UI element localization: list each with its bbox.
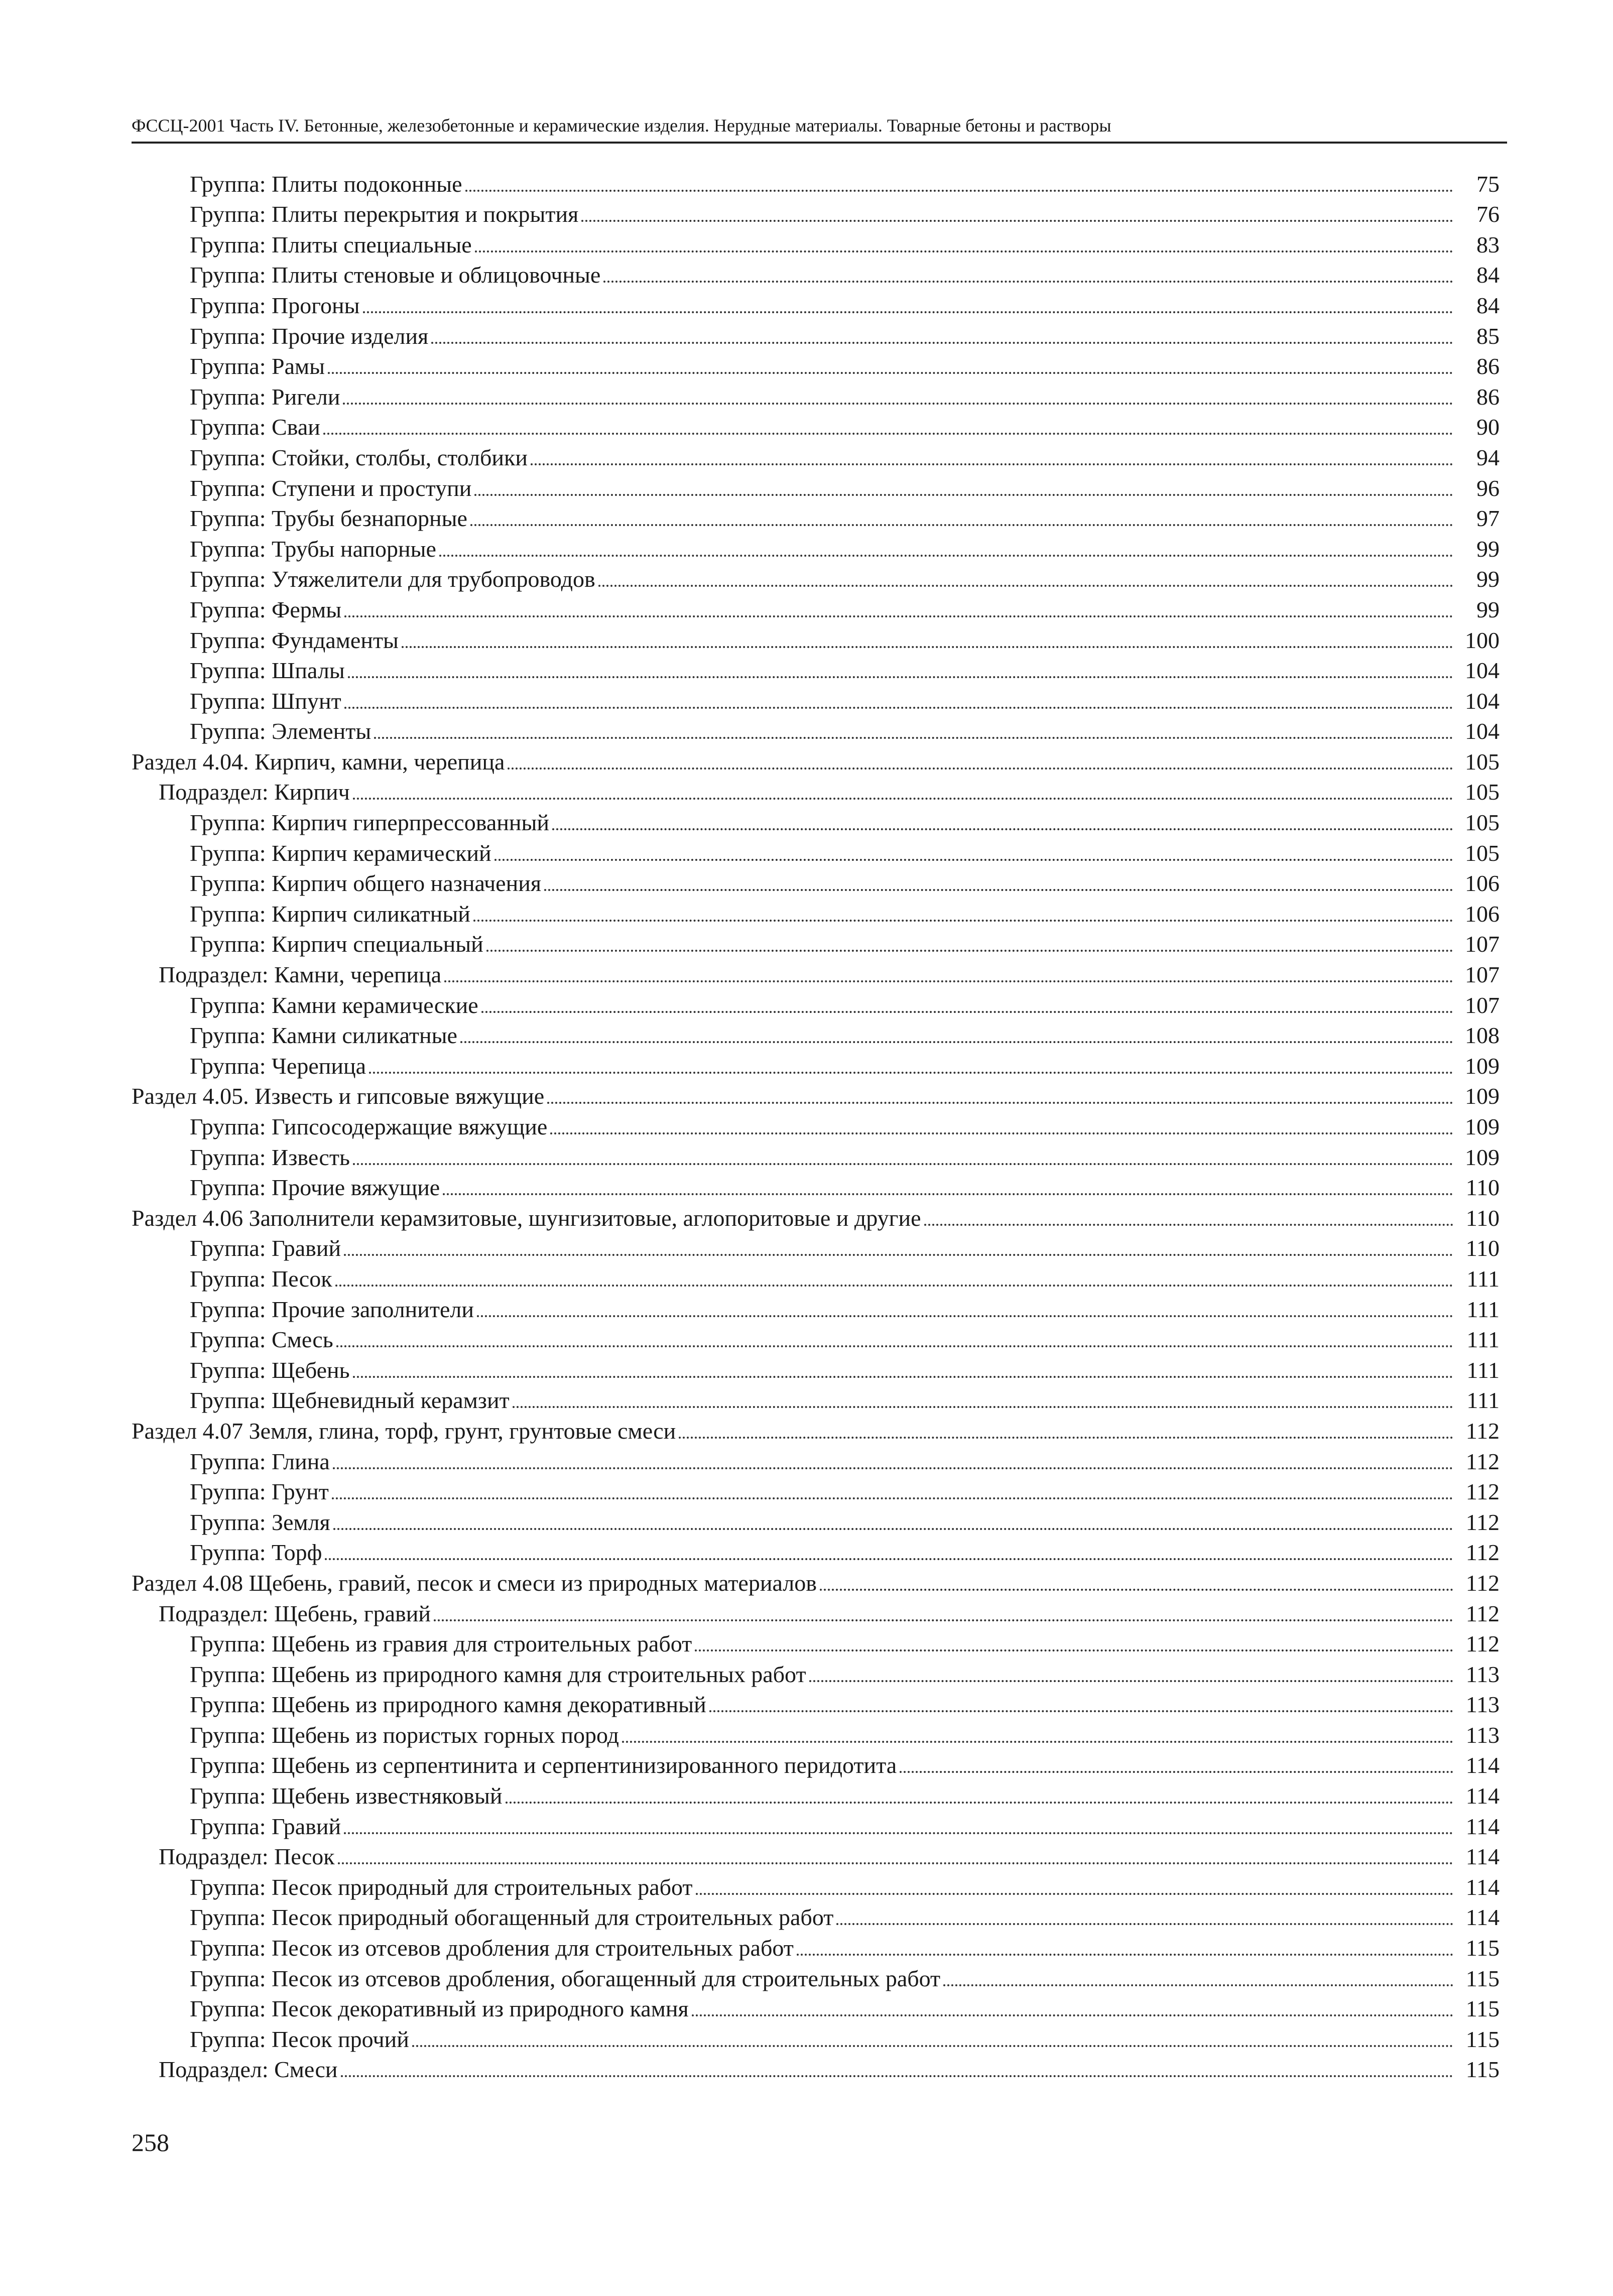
toc-entry xyxy=(0,321,1500,351)
toc-entry xyxy=(0,290,1500,321)
toc-entry-title: Группа: Кирпич общего назначения xyxy=(190,870,541,897)
toc-entry-title: Группа: Гипсосодержащие вяжущие xyxy=(190,1114,548,1139)
toc-entry-title: Группа: Элементы xyxy=(190,718,371,744)
toc-entry xyxy=(0,1811,1500,1842)
dot-leader xyxy=(328,372,1453,374)
toc-entry xyxy=(0,564,1500,595)
toc-entry xyxy=(0,1263,1500,1294)
toc-entry xyxy=(0,777,1500,808)
dot-leader xyxy=(444,980,1453,982)
toc-entry-page: 85 xyxy=(1476,323,1500,349)
toc-entry-title: Группа: Камни керамические xyxy=(190,992,478,1018)
toc-entry-title: Группа: Плиты специальные xyxy=(190,231,472,258)
toc-entry xyxy=(0,746,1500,777)
toc-entry xyxy=(0,1416,1500,1446)
toc-entry xyxy=(0,807,1500,838)
dot-leader xyxy=(332,1497,1453,1499)
dot-leader xyxy=(494,859,1453,861)
dot-leader xyxy=(506,1802,1453,1804)
toc-entry-page: 115 xyxy=(1465,1996,1500,2022)
toc-entry-page: 94 xyxy=(1476,444,1500,470)
toc-entry xyxy=(0,1385,1500,1416)
toc-entry-title: Подраздел: Камни, черепица xyxy=(159,962,442,988)
dot-leader xyxy=(341,2075,1454,2077)
dot-leader xyxy=(475,250,1453,252)
toc-entry-page: 112 xyxy=(1465,1509,1500,1535)
toc-entry-page: 111 xyxy=(1466,1296,1500,1322)
toc-entry-title: Подраздел: Песок xyxy=(159,1844,335,1870)
toc-entry xyxy=(0,2024,1500,2055)
toc-entry-title: Раздел 4.06 Заполнители керамзитовые, шунгизитовые, аглопоритовые и другие xyxy=(132,1205,921,1231)
toc-entry xyxy=(0,1142,1500,1173)
toc-entry-page: 104 xyxy=(1465,718,1500,744)
toc-entry-title: Группа: Песок из отсевов дробления, обогащенный для строительных работ xyxy=(190,1965,941,1991)
dot-leader xyxy=(353,798,1453,800)
dot-leader xyxy=(369,1072,1453,1074)
toc-entry xyxy=(0,990,1500,1021)
toc-entry xyxy=(0,656,1500,686)
toc-entry-title: Раздел 4.07 Земля, глина, торф, грунт, грунтовые смеси xyxy=(132,1418,676,1444)
dot-leader xyxy=(692,2014,1453,2016)
dot-leader xyxy=(431,342,1453,344)
dot-leader xyxy=(344,1832,1453,1834)
toc-entry-title: Группа: Кирпич гиперпрессованный xyxy=(190,810,550,836)
toc-entry-page: 76 xyxy=(1476,201,1500,227)
toc-entry-page: 112 xyxy=(1465,1479,1500,1505)
toc-entry-page: 105 xyxy=(1465,748,1500,775)
dot-leader xyxy=(477,1315,1453,1317)
toc-entry xyxy=(0,1629,1500,1660)
dot-leader xyxy=(470,524,1453,526)
toc-entry-page: 113 xyxy=(1465,1692,1500,1718)
dot-leader xyxy=(508,768,1453,770)
toc-entry-page: 106 xyxy=(1465,901,1500,927)
toc-entry-page: 113 xyxy=(1465,1722,1500,1748)
dot-leader xyxy=(344,707,1453,709)
dot-leader xyxy=(550,1132,1453,1134)
toc-entry-page: 106 xyxy=(1465,870,1500,897)
toc-entry xyxy=(0,1355,1500,1385)
dot-leader xyxy=(473,920,1453,922)
running-header: ФССЦ-2001 Часть IV. Бетонные, железобетонные и керамические изделия. Нерудные материалы. Товарные бетоны и растворы xyxy=(132,115,1111,136)
toc-entry-page: 115 xyxy=(1465,1935,1500,1961)
toc-entry-page: 100 xyxy=(1465,627,1500,653)
dot-leader xyxy=(336,1345,1453,1347)
dot-leader xyxy=(900,1771,1453,1773)
toc-entry-page: 114 xyxy=(1465,1904,1500,1931)
toc-entry xyxy=(0,868,1500,899)
toc-entry-title: Группа: Фермы xyxy=(190,596,342,622)
toc-entry-page: 105 xyxy=(1465,840,1500,866)
dot-leader xyxy=(552,828,1453,830)
toc-entry-title: Группа: Утяжелители для трубопроводов xyxy=(190,566,595,592)
toc-entry-page: 105 xyxy=(1465,779,1500,805)
dot-leader xyxy=(696,1893,1453,1895)
toc-entry-title: Группа: Прочие изделия xyxy=(190,323,429,349)
toc-entry xyxy=(0,381,1500,412)
toc-entry-title: Группа: Известь xyxy=(190,1144,350,1170)
dot-leader xyxy=(598,585,1453,587)
table-of-contents xyxy=(0,169,1613,2085)
dot-leader xyxy=(695,1649,1453,1651)
dot-leader xyxy=(363,311,1454,313)
toc-entry-title: Группа: Фундаменты xyxy=(190,627,399,653)
toc-entry-page: 110 xyxy=(1465,1175,1500,1201)
toc-entry xyxy=(0,1538,1500,1568)
toc-entry xyxy=(0,442,1500,473)
toc-entry xyxy=(0,1233,1500,1264)
toc-entry-title: Группа: Гравий xyxy=(190,1235,341,1261)
toc-entry xyxy=(0,1325,1500,1355)
toc-entry-title: Группа: Щебень из природного камня для строительных работ xyxy=(190,1661,806,1687)
dot-leader xyxy=(486,950,1453,952)
dot-leader xyxy=(325,1558,1453,1560)
dot-leader xyxy=(836,1923,1453,1925)
toc-entry-page: 111 xyxy=(1466,1265,1500,1292)
toc-entry xyxy=(0,1446,1500,1477)
toc-entry-title: Группа: Кирпич керамический xyxy=(190,840,491,866)
toc-entry-page: 115 xyxy=(1465,1965,1500,1991)
dot-leader xyxy=(335,1285,1453,1287)
dot-leader xyxy=(481,1011,1453,1013)
toc-entry-title: Группа: Щебень из природного камня декоративный xyxy=(190,1692,706,1718)
toc-entry xyxy=(0,1051,1500,1081)
toc-entry-page: 110 xyxy=(1465,1205,1500,1231)
toc-entry xyxy=(0,1690,1500,1720)
toc-entry-page: 107 xyxy=(1465,931,1500,957)
toc-entry-title: Группа: Прогоны xyxy=(190,292,360,318)
toc-entry-page: 112 xyxy=(1465,1540,1500,1566)
toc-entry xyxy=(0,1842,1500,1872)
dot-leader xyxy=(344,615,1453,617)
toc-entry xyxy=(0,169,1500,199)
toc-entry-page: 111 xyxy=(1466,1327,1500,1353)
toc-entry-title: Группа: Песок прочий xyxy=(190,2026,409,2052)
dot-leader xyxy=(465,190,1453,192)
toc-entry-page: 109 xyxy=(1465,1114,1500,1139)
toc-entry-title: Группа: Рамы xyxy=(190,353,325,379)
toc-entry-title: Подраздел: Щебень, гравий xyxy=(159,1600,431,1626)
toc-entry xyxy=(0,594,1500,625)
toc-entry-title: Группа: Камни силикатные xyxy=(190,1023,457,1049)
toc-entry-title: Группа: Песок xyxy=(190,1265,332,1292)
toc-entry-title: Группа: Ригели xyxy=(190,384,340,410)
toc-entry-page: 114 xyxy=(1465,1874,1500,1900)
toc-entry-title: Группа: Смесь xyxy=(190,1327,333,1353)
dot-leader xyxy=(374,737,1453,739)
dot-leader xyxy=(338,1862,1453,1864)
toc-entry-title: Группа: Щебень xyxy=(190,1357,350,1383)
toc-entry-page: 109 xyxy=(1465,1144,1500,1170)
toc-entry-title: Группа: Гравий xyxy=(190,1813,341,1839)
toc-entry-page: 86 xyxy=(1476,353,1500,379)
toc-entry-title: Группа: Грунт xyxy=(190,1479,329,1505)
toc-entry-title: Группа: Трубы безнапорные xyxy=(190,505,467,532)
toc-entry-page: 112 xyxy=(1465,1418,1500,1444)
toc-entry-page: 90 xyxy=(1476,414,1500,440)
toc-entry xyxy=(0,1173,1500,1203)
toc-entry xyxy=(0,1933,1500,1963)
dot-leader xyxy=(348,676,1453,678)
dot-leader xyxy=(603,281,1453,283)
toc-entry-title: Группа: Глина xyxy=(190,1448,330,1474)
toc-entry xyxy=(0,899,1500,929)
toc-entry-page: 110 xyxy=(1465,1235,1500,1261)
toc-entry-page: 104 xyxy=(1465,688,1500,714)
dot-leader xyxy=(943,1984,1453,1986)
toc-entry-title: Группа: Щебень из пористых горных пород xyxy=(190,1722,619,1748)
toc-entry-page: 99 xyxy=(1476,566,1500,592)
toc-entry xyxy=(0,1294,1500,1325)
toc-entry-page: 84 xyxy=(1476,262,1500,288)
toc-entry-title: Группа: Песок природный для строительных работ xyxy=(190,1874,693,1900)
toc-entry-page: 97 xyxy=(1476,505,1500,532)
toc-entry-title: Группа: Песок природный обогащенный для строительных работ xyxy=(190,1904,834,1931)
page-number: 258 xyxy=(132,2128,169,2156)
dot-leader xyxy=(924,1224,1453,1226)
dot-leader xyxy=(709,1710,1453,1712)
toc-entry-page: 96 xyxy=(1476,475,1500,501)
toc-entry-title: Группа: Прочие заполнители xyxy=(190,1296,474,1322)
dot-leader xyxy=(333,1467,1453,1469)
toc-entry-title: Группа: Прочие вяжущие xyxy=(190,1175,440,1201)
dot-leader xyxy=(544,889,1453,891)
toc-entry-page: 111 xyxy=(1466,1387,1500,1414)
toc-entry xyxy=(0,473,1500,503)
dot-leader xyxy=(343,403,1453,405)
toc-entry-title: Группа: Кирпич силикатный xyxy=(190,901,470,927)
dot-leader xyxy=(809,1680,1453,1682)
dot-leader xyxy=(402,646,1453,648)
toc-entry xyxy=(0,1750,1500,1781)
toc-entry-page: 112 xyxy=(1465,1600,1500,1626)
dot-leader xyxy=(333,1528,1453,1530)
toc-entry-page: 112 xyxy=(1465,1570,1500,1596)
toc-entry-title: Группа: Шпунт xyxy=(190,688,341,714)
toc-entry-title: Группа: Щебневидный керамзит xyxy=(190,1387,510,1414)
toc-entry xyxy=(0,716,1500,747)
dot-leader xyxy=(513,1406,1453,1408)
dot-leader xyxy=(820,1589,1453,1591)
toc-entry xyxy=(0,1507,1500,1538)
toc-entry-page: 112 xyxy=(1465,1631,1500,1657)
toc-entry-title: Группа: Земля xyxy=(190,1509,330,1535)
toc-entry xyxy=(0,1021,1500,1051)
dot-leader xyxy=(353,1376,1453,1378)
toc-entry xyxy=(0,1994,1500,2024)
toc-entry xyxy=(0,838,1500,868)
toc-entry xyxy=(0,412,1500,443)
toc-entry-title: Раздел 4.04. Кирпич, камни, черепица xyxy=(132,748,505,775)
toc-entry xyxy=(0,260,1500,291)
toc-entry xyxy=(0,2055,1500,2085)
toc-entry xyxy=(0,229,1500,260)
toc-entry-page: 114 xyxy=(1465,1752,1500,1778)
toc-entry-title: Раздел 4.08 Щебень, гравий, песок и смеси из природных материалов xyxy=(132,1570,817,1596)
toc-entry-title: Группа: Сваи xyxy=(190,414,320,440)
toc-entry-page: 114 xyxy=(1465,1783,1500,1809)
toc-entry xyxy=(0,929,1500,960)
toc-entry-title: Группа: Песок из отсевов дробления для строительных работ xyxy=(190,1935,794,1961)
dot-leader xyxy=(679,1437,1453,1439)
toc-entry-page: 84 xyxy=(1476,292,1500,318)
toc-entry xyxy=(0,1598,1500,1629)
toc-entry xyxy=(0,1659,1500,1690)
dot-leader xyxy=(412,2045,1453,2047)
toc-entry-title: Подраздел: Смеси xyxy=(159,2057,338,2083)
toc-entry-title: Группа: Щебень из серпентинита и серпентинизированного перидотита xyxy=(190,1752,897,1778)
toc-entry-page: 109 xyxy=(1465,1083,1500,1109)
toc-entry-page: 83 xyxy=(1476,231,1500,258)
toc-entry xyxy=(0,686,1500,716)
toc-entry-page: 112 xyxy=(1465,1448,1500,1474)
toc-entry xyxy=(0,1780,1500,1811)
toc-entry-page: 104 xyxy=(1465,658,1500,684)
toc-entry-title: Подраздел: Кирпич xyxy=(159,779,350,805)
toc-entry-page: 115 xyxy=(1465,2057,1500,2083)
toc-entry-title: Группа: Шпалы xyxy=(190,658,345,684)
toc-entry-title: Группа: Стойки, столбы, столбики xyxy=(190,444,528,470)
dot-leader xyxy=(474,494,1453,496)
toc-entry-title: Группа: Песок декоративный из природного камня xyxy=(190,1996,689,2022)
dot-leader xyxy=(439,555,1453,557)
toc-entry-page: 86 xyxy=(1476,384,1500,410)
toc-entry-page: 114 xyxy=(1465,1813,1500,1839)
toc-entry xyxy=(0,199,1500,230)
dot-leader xyxy=(797,1954,1453,1956)
toc-entry xyxy=(0,1872,1500,1902)
toc-entry-title: Группа: Плиты подоконные xyxy=(190,171,462,197)
toc-entry xyxy=(0,625,1500,656)
toc-entry xyxy=(0,1902,1500,1933)
toc-entry xyxy=(0,351,1500,382)
toc-entry-page: 99 xyxy=(1476,536,1500,562)
dot-leader xyxy=(460,1041,1453,1043)
toc-entry-page: 75 xyxy=(1476,171,1500,197)
header-rule xyxy=(132,142,1507,144)
toc-entry-page: 108 xyxy=(1465,1023,1500,1049)
dot-leader xyxy=(443,1193,1453,1195)
dot-leader xyxy=(344,1254,1453,1256)
toc-entry xyxy=(0,1720,1500,1750)
toc-entry xyxy=(0,1477,1500,1507)
toc-entry-title: Группа: Трубы напорные xyxy=(190,536,436,562)
toc-entry-title: Группа: Кирпич специальный xyxy=(190,931,483,957)
toc-entry-title: Группа: Щебень из гравия для строительных работ xyxy=(190,1631,692,1657)
toc-entry-page: 109 xyxy=(1465,1053,1500,1079)
dot-leader xyxy=(531,463,1453,465)
dot-leader xyxy=(434,1619,1453,1621)
toc-entry xyxy=(0,534,1500,564)
toc-entry-page: 113 xyxy=(1465,1661,1500,1687)
toc-entry-page: 99 xyxy=(1476,596,1500,622)
toc-entry-page: 105 xyxy=(1465,810,1500,836)
toc-entry xyxy=(0,1081,1500,1112)
toc-entry-title: Группа: Плиты перекрытия и покрытия xyxy=(190,201,579,227)
toc-entry-page: 114 xyxy=(1465,1844,1500,1870)
dot-leader xyxy=(581,220,1453,222)
toc-entry-title: Группа: Торф xyxy=(190,1540,322,1566)
toc-entry-page: 111 xyxy=(1466,1357,1500,1383)
toc-entry-title: Группа: Ступени и проступи xyxy=(190,475,472,501)
toc-entry xyxy=(0,1963,1500,1994)
dot-leader xyxy=(353,1163,1453,1165)
toc-entry-page: 107 xyxy=(1465,992,1500,1018)
toc-entry-title: Раздел 4.05. Известь и гипсовые вяжущие xyxy=(132,1083,545,1109)
dot-leader xyxy=(323,433,1453,435)
dot-leader xyxy=(622,1741,1453,1743)
toc-entry-page: 115 xyxy=(1465,2026,1500,2052)
toc-entry xyxy=(0,1111,1500,1142)
toc-entry-title: Группа: Черепица xyxy=(190,1053,366,1079)
toc-entry-title: Группа: Плиты стеновые и облицовочные xyxy=(190,262,601,288)
toc-entry-page: 107 xyxy=(1465,962,1500,988)
toc-entry-title: Группа: Щебень известняковый xyxy=(190,1783,503,1809)
toc-entry xyxy=(0,959,1500,990)
toc-entry xyxy=(0,1203,1500,1233)
dot-leader xyxy=(547,1102,1453,1104)
toc-entry xyxy=(0,503,1500,534)
toc-entry xyxy=(0,1568,1500,1598)
